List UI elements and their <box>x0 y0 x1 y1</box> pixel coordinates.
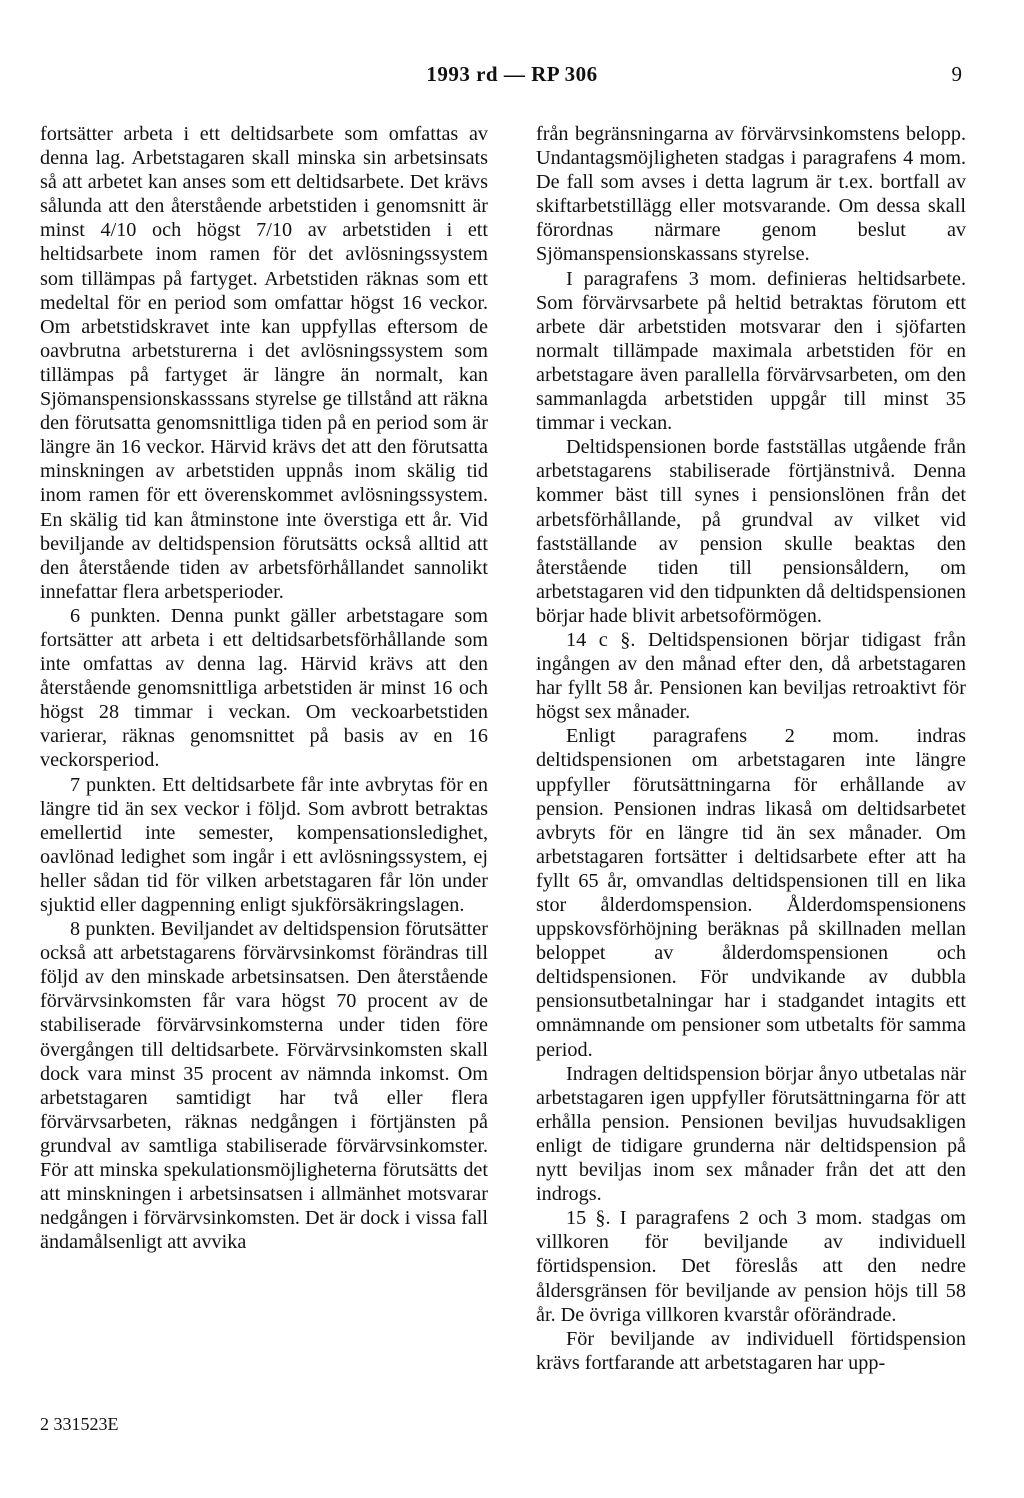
paragraph: Indragen deltidspension börjar ånyo utbetalas när arbetstagaren igen uppfyller förutsättningarna för att erhålla pension. Pensionen beviljas huvudsakligen enligt de tidigare grunderna när deltidspension på nytt beviljas inom sex månader från det att den indrogs. <box>536 1062 966 1206</box>
page-header <box>0 62 1024 92</box>
paragraph: 7 punkten. Ett deltidsarbete får inte avbrytas för en längre tid än sex veckor i följd. Som avbrott betraktas emellertid inte semester, kompensationsledighet, oavlönad ledighet som ingår i ett avlösningssystem, ej heller sådan tid för vilken arbetstagaren får lön under sjuktid eller dagpenning enligt sjukförsäkringslagen. <box>40 773 488 916</box>
footer-code: 2 331523E <box>40 1414 119 1434</box>
paragraph: fortsätter arbeta i ett deltidsarbete som omfattas av denna lag. Arbetstagaren skall minska sin arbetsinsats så att arbetet kan anses som ett deltidsarbete. Det krävs sålunda att den återstående arbetstiden i genomsnitt är minst 4/10 och högst 7/10 av arbetstiden i ett heltidsarbete inom ramen för det avlösningssystem som tillämpas på fartyget. Arbetstiden räknas som ett medeltal för en period som omfattar högst 16 veckor. Om arbetstidskravet inte kan uppfyllas eftersom de oavbrutna arbetsturerna i det avlösningssystem som tillämpas på fartyget är längre än normalt, kan Sjömanspensionskasssans styrelse ge tillstånd att räkna den förutsatta genomsnittliga tiden på en period som är längre än 16 veckor. Härvid krävs det att den förutsatta minskningen av arbetstiden uppnås inom skälig tid inom ramen för ett överenskommet avlösningssystem. En skälig tid kan åtminstone inte överstiga ett år. Vid beviljande av deltidspension förutsätts också alltid att den återstående tiden av arbetsförhållandet sannolikt innefattar flera arbetsperioder. <box>40 123 488 603</box>
page-number: 9 <box>951 62 962 86</box>
left-column <box>40 122 488 1254</box>
right-column <box>536 122 966 1375</box>
paragraph: Enligt paragrafens 2 mom. indras deltidspensionen om arbetstagaren inte längre uppfyller förutsättningarna för erhållande av pension. Pensionen indras likaså om deltidsarbetet avbryts för en längre tid än sex månader. Om arbetstagaren fortsätter i deltidsarbete efter att ha fyllt 65 år, omvandlas deltidspensionen till en lika stor ålderdomspension. Ålderdomspensionens uppskovsförhöjning beräknas på skillnaden mellan beloppet av ålderdomspensionen och deltidspensionen. För undvikande av dubbla pensionsutbetalningar har i stadgandet intagits ett omnämnande om pensioner som utbetalts för samma period. <box>536 725 966 1061</box>
paragraph: Deltidspensionen borde fastställas utgående från arbetstagarens stabiliserade förtjänstnivå. Denna kommer bäst till synes i pensionslönen från det arbetsförhållande, på grundval av vilket vid fastställande av pension skulle beaktas den återstående tiden till pensionsåldern, om arbetstagaren vid den tidpunkten då deltidspensionen börjar hade blivit arbetsoförmögen. <box>536 436 966 627</box>
paragraph: För beviljande av individuell förtidspension krävs fortfarande att arbetstagaren har upp- <box>536 1327 966 1374</box>
paragraph: 14 c §. Deltidspensionen börjar tidigast från ingången av den månad efter den, då arbetstagaren har fyllt 58 år. Pensionen kan beviljas retroaktivt för högst sex månader. <box>536 628 966 724</box>
paragraph: I paragrafens 3 mom. definieras heltidsarbete. Som förvärvsarbete på heltid betraktas förutom ett arbete där arbetstiden motsvarar den i sjöfarten normalt tillämpade maximala arbetstiden för en arbetstagare även parallella förvärvsarbeten, om den sammanlagda arbetstiden uppgår till minst 35 timmar i veckan. <box>536 267 966 435</box>
paragraph: 6 punkten. Denna punkt gäller arbetstagare som fortsätter att arbeta i ett deltidsarbetsförhållande som inte omfattas av denna lag. Härvid krävs att den återstående genomsnittliga arbetstiden är minst 16 och högst 28 timmar i veckan. Om veckoarbetstiden varierar, räknas genomsnittet på basis av en 16 veckorsperiod. <box>40 604 488 772</box>
paragraph: från begränsningarna av förvärvsinkomstens belopp. Undantagsmöjligheten stadgas i paragrafens 4 mom. De fall som avses i detta lagrum är t.ex. bortfall av skiftarbetstillägg eller motsvarande. Om dessa skall förordnas närmare genom beslut av Sjömanspensionskassans styrelse. <box>536 123 966 266</box>
document-title: 1993 rd — RP 306 <box>426 62 598 86</box>
paragraph: 8 punkten. Beviljandet av deltidspension förutsätter också att arbetstagarens förvärvsinkomst förändras till följd av den minskade arbetsinsatsen. Den återstående förvärvsinkomsten får vara högst 70 procent av de stabiliserade förvärvsinkomsterna under tiden före övergången till deltidsarbete. Förvärvsinkomsten skall dock vara minst 35 procent av nämnda inkomst. Om arbetstagaren samtidigt har två eller flera förvärvsarbeten, räknas nedgången i förtjänsten på grundval av samtliga stabiliserade förvärvsinkomster. För att minska spekulationsmöjligheterna förutsätts det att minskningen i arbetsinsatsen i allmänhet motsvarar nedgången i förvärvsinkomsten. Det är dock i vissa fall ändamålsenligt att avvika <box>40 918 488 1254</box>
paragraph: 15 §. I paragrafens 2 och 3 mom. stadgas om villkoren för beviljande av individuell förtidspension. Det föreslås att den nedre åldersgränsen för beviljande av pension höjs till 58 år. De övriga villkoren kvarstår oförändrade. <box>536 1207 966 1326</box>
